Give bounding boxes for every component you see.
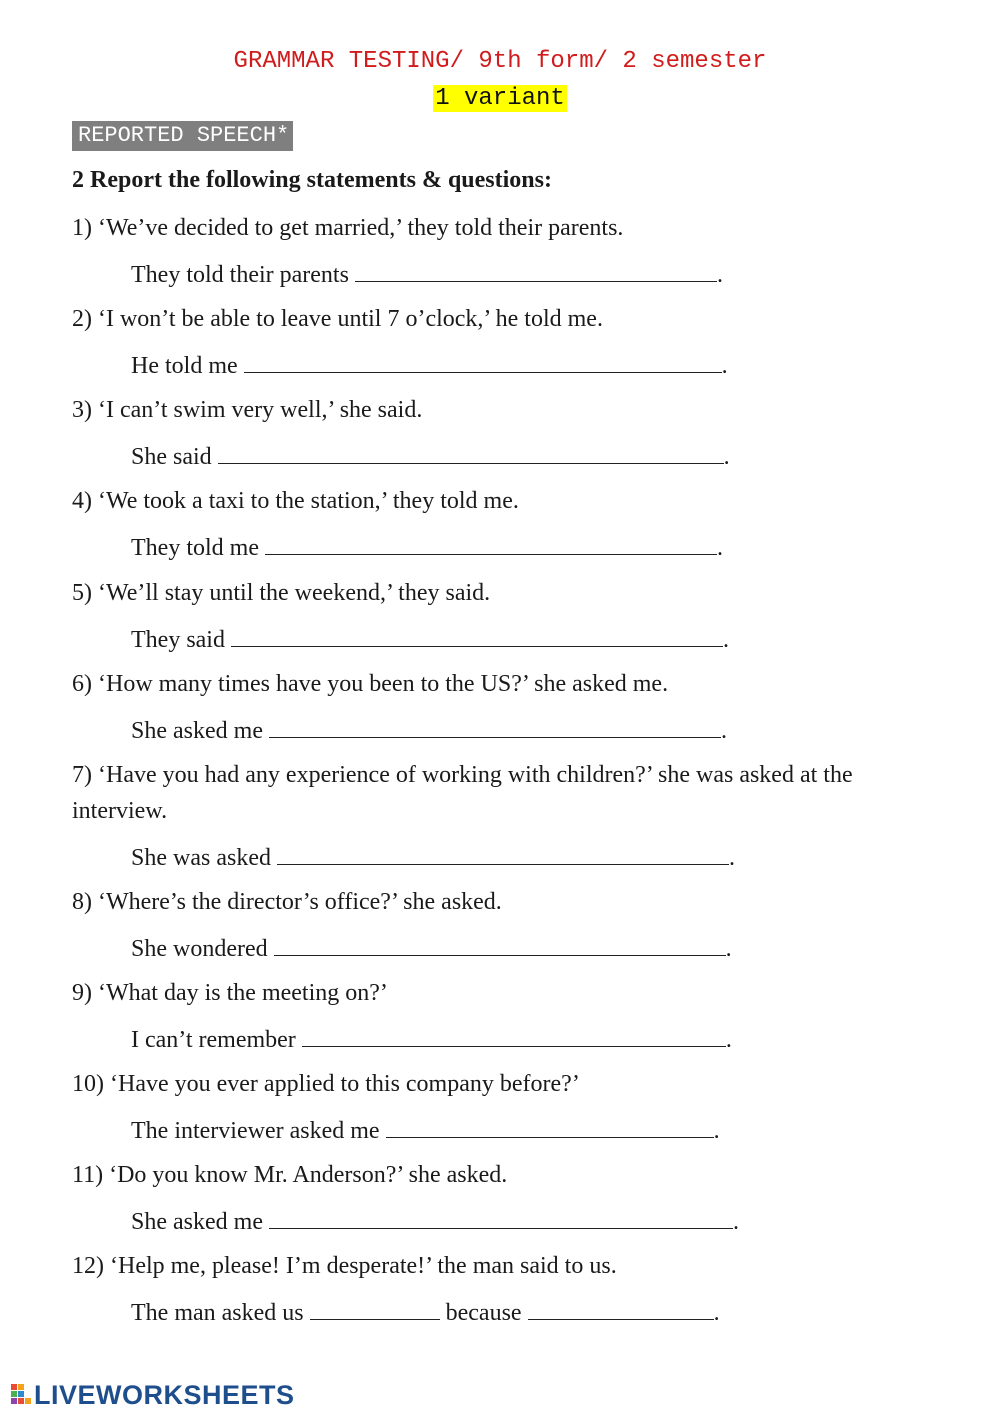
question-2: 2) ‘I won’t be able to leave until 7 o’clock,’ he told me. xyxy=(72,306,603,332)
question-6: 6) ‘How many times have you been to the US?’ she asked me. xyxy=(72,671,669,697)
variant-row xyxy=(0,85,1000,112)
period: . xyxy=(716,535,723,561)
answer-connector-12: because xyxy=(445,1300,522,1326)
liveworksheets-logo-icon xyxy=(10,1382,32,1408)
answer-blank-7[interactable] xyxy=(277,840,729,865)
answer-prompt-5: They said xyxy=(131,627,225,653)
question-10: 10) ‘Have you ever applied to this company before?’ xyxy=(72,1071,580,1097)
answer-prompt-2: He told me xyxy=(131,353,238,379)
variant-label: 1 variant xyxy=(435,85,565,112)
answer-row-1 xyxy=(131,257,723,292)
answer-prompt-10: The interviewer asked me xyxy=(131,1118,380,1144)
period: . xyxy=(716,262,723,288)
answer-blank-5[interactable] xyxy=(231,622,723,647)
footer-brand-text: LIVEWORKSHEETS xyxy=(34,1379,295,1410)
answer-prompt-3: She said xyxy=(131,444,212,470)
period: . xyxy=(732,1209,739,1235)
answer-row-11 xyxy=(131,1204,739,1239)
period: . xyxy=(713,1118,720,1144)
question-11: 11) ‘Do you know Mr. Anderson?’ she asked. xyxy=(72,1162,508,1188)
question-1: 1) ‘We’ve decided to get married,’ they told their parents. xyxy=(72,215,624,241)
answer-blank-10[interactable] xyxy=(386,1113,714,1138)
answer-blank-8[interactable] xyxy=(274,931,726,956)
answer-prompt-9: I can’t remember xyxy=(131,1027,296,1053)
period: . xyxy=(722,627,729,653)
answer-blank-2[interactable] xyxy=(244,348,722,373)
answer-blank-9[interactable] xyxy=(302,1022,726,1047)
question-3: 3) ‘I can’t swim very well,’ she said. xyxy=(72,397,423,423)
period: . xyxy=(728,845,735,871)
question-9: 9) ‘What day is the meeting on?’ xyxy=(72,980,388,1006)
page-title: GRAMMAR TESTING/ 9th form/ 2 semester xyxy=(233,48,767,75)
answer-prompt-11: She asked me xyxy=(131,1209,263,1235)
answer-blank-3[interactable] xyxy=(218,439,724,464)
period: . xyxy=(725,1027,732,1053)
answer-prompt-1: They told their parents xyxy=(131,262,349,288)
answer-row-6 xyxy=(131,713,727,748)
period: . xyxy=(723,444,730,470)
answer-row-5 xyxy=(131,622,729,657)
answer-prompt-6: She asked me xyxy=(131,718,263,744)
period: . xyxy=(720,718,727,744)
answer-blank-4[interactable] xyxy=(265,530,717,555)
answer-row-3 xyxy=(131,439,730,474)
question-5: 5) ‘We’ll stay until the weekend,’ they said. xyxy=(72,580,491,606)
question-12: 12) ‘Help me, please! I’m desperate!’ the man said to us. xyxy=(72,1253,617,1279)
answer-blank-11[interactable] xyxy=(269,1204,733,1229)
answer-blank-12a[interactable] xyxy=(310,1295,440,1320)
answer-row-2 xyxy=(131,348,728,383)
answer-row-9 xyxy=(131,1022,732,1057)
answer-prompt-7: She was asked xyxy=(131,845,271,871)
question-4: 4) ‘We took a taxi to the station,’ they told me. xyxy=(72,488,519,514)
answer-row-8 xyxy=(131,931,732,966)
question-7: 7) ‘Have you had any experience of working with children?’ she was asked at the interview. xyxy=(72,762,853,824)
answer-row-7 xyxy=(131,840,735,875)
period: . xyxy=(725,936,732,962)
answer-prompt-8: She wondered xyxy=(131,936,268,962)
answer-blank-12b[interactable] xyxy=(528,1295,714,1320)
answer-blank-1[interactable] xyxy=(355,257,717,282)
answer-blank-6[interactable] xyxy=(269,713,721,738)
period: . xyxy=(713,1300,720,1326)
section-label: REPORTED SPEECH* xyxy=(72,121,293,151)
period: . xyxy=(721,353,728,379)
question-8: 8) ‘Where’s the director’s office?’ she asked. xyxy=(72,889,502,915)
answer-prompt-12: The man asked us xyxy=(131,1300,304,1326)
answer-row-12 xyxy=(131,1295,720,1330)
answer-row-4 xyxy=(131,530,723,565)
answer-prompt-4: They told me xyxy=(131,535,259,561)
task-heading: 2 Report the following statements & questions: xyxy=(72,167,552,193)
footer-brand xyxy=(10,1378,295,1412)
answer-row-10 xyxy=(131,1113,720,1148)
